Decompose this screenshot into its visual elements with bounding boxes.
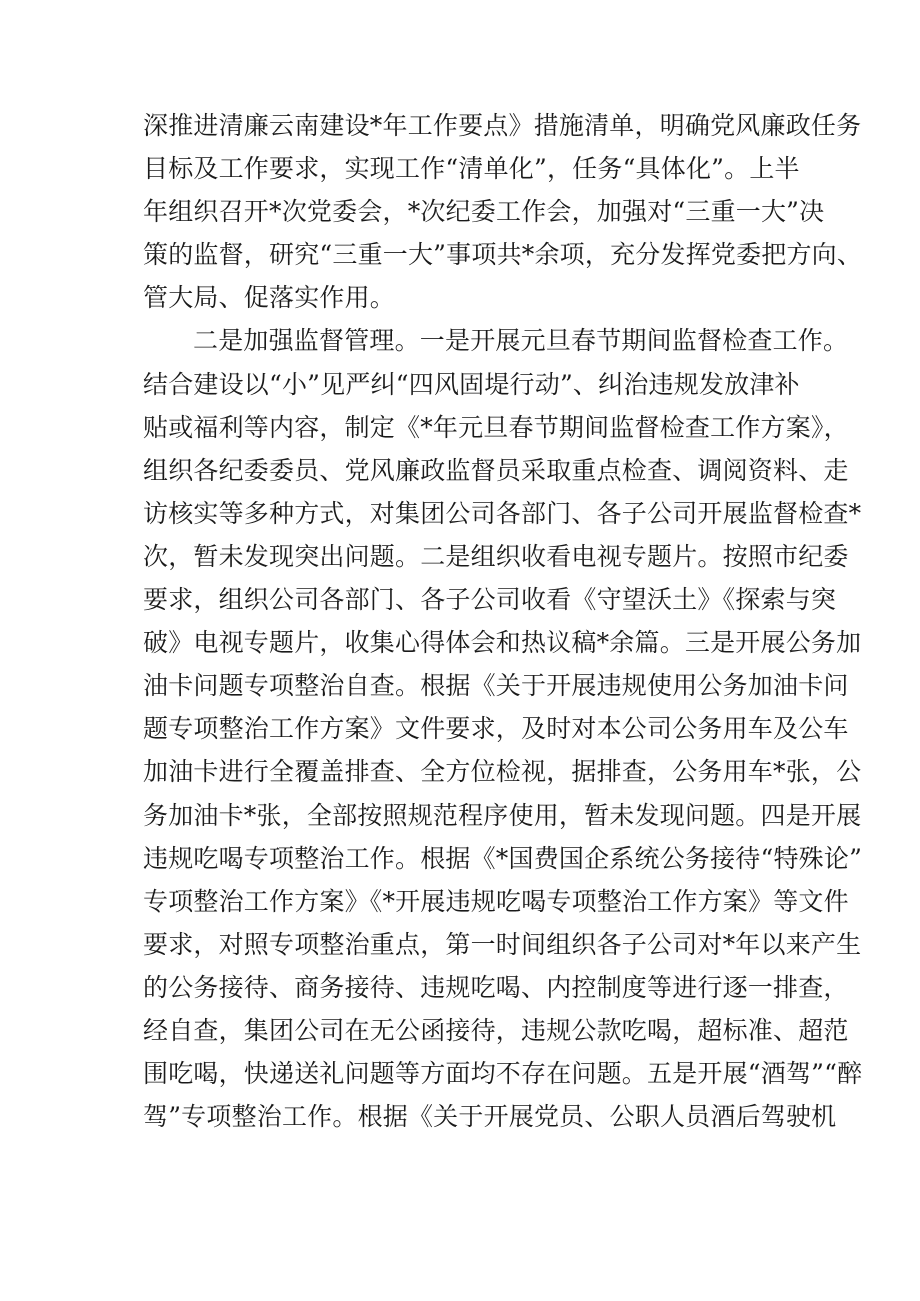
text-line: 加油卡进行全覆盖排查、全方位检视，据排查，公务用车*张，公	[143, 757, 862, 787]
text-line: 策的监督，研究“三重一大”事项共*余项，充分发挥党委把方向、	[143, 240, 863, 270]
text-line: 组织各纪委委员、党风廉政监督员采取重点检查、调阅资料、走	[143, 455, 849, 485]
text-line: 的公务接待、商务接待、违规吃喝、内控制度等进行逐一排查，	[143, 972, 849, 1002]
text-line: 经自查，集团公司在无公函接待，违规公款吃喝，超标准、超范	[143, 1015, 849, 1045]
text-line: 油卡问题专项整治自查。根据《关于开展违规使用公务加油卡问	[143, 671, 849, 701]
text-line: 专项整治工作方案》《*开展违规吃喝专项整治工作方案》等文件	[143, 886, 849, 916]
text-line: 违规吃喝专项整治工作。根据《*国费国企系统公务接待“特殊论”	[143, 843, 863, 873]
text-line: 管大局、促落实作用。	[143, 283, 396, 313]
text-line: 题专项整治工作方案》文件要求，及时对本公司公务用车及公车	[143, 714, 849, 744]
document-body	[143, 104, 863, 1138]
text-line: 目标及工作要求，实现工作“清单化”，任务“具体化”。上半	[143, 154, 800, 184]
text-line: 次，暂未发现突出问题。二是组织收看电视专题片。按照市纪委	[143, 541, 849, 571]
text-line: 要求，组织公司各部门、各子公司收看《守望沃土》《探索与突	[143, 585, 837, 615]
text-line: 二是加强监督管理。一是开展元旦春节期间监督检查工作。	[193, 326, 849, 356]
paragraph-2	[143, 319, 863, 1138]
text-line: 贴或福利等内容，制定《*年元旦春节期间监督检查工作方案》，	[143, 412, 849, 442]
text-line: 务加油卡*张，全部按照规范程序使用，暂未发现问题。四是开展	[143, 800, 862, 830]
text-line: 深推进清廉云南建设*年工作要点》措施清单，明确党风廉政任务	[143, 111, 862, 140]
paragraph-1	[143, 104, 863, 319]
text-line: 要求，对照专项整治重点，第一时间组织各子公司对*年以来产生	[143, 929, 862, 959]
text-line: 破》电视专题片，收集心得体会和热议稿*余篇。三是开展公务加	[143, 628, 862, 658]
text-line: 驾”专项整治工作。根据《关于开展党员、公职人员酒后驾驶机	[143, 1102, 837, 1132]
text-line: 结合建设以“小”见严纠“四风固堤行动”、纠治违规发放津补	[143, 369, 800, 399]
text-line: 年组织召开*次党委会，*次纪委工作会，加强对“三重一大”决	[143, 197, 825, 227]
text-line: 访核实等多种方式，对集团公司各部门、各子公司开展监督检查*	[143, 498, 862, 528]
text-line: 围吃喝，快递送礼问题等方面均不存在问题。五是开展“酒驾”“醉	[143, 1059, 863, 1089]
